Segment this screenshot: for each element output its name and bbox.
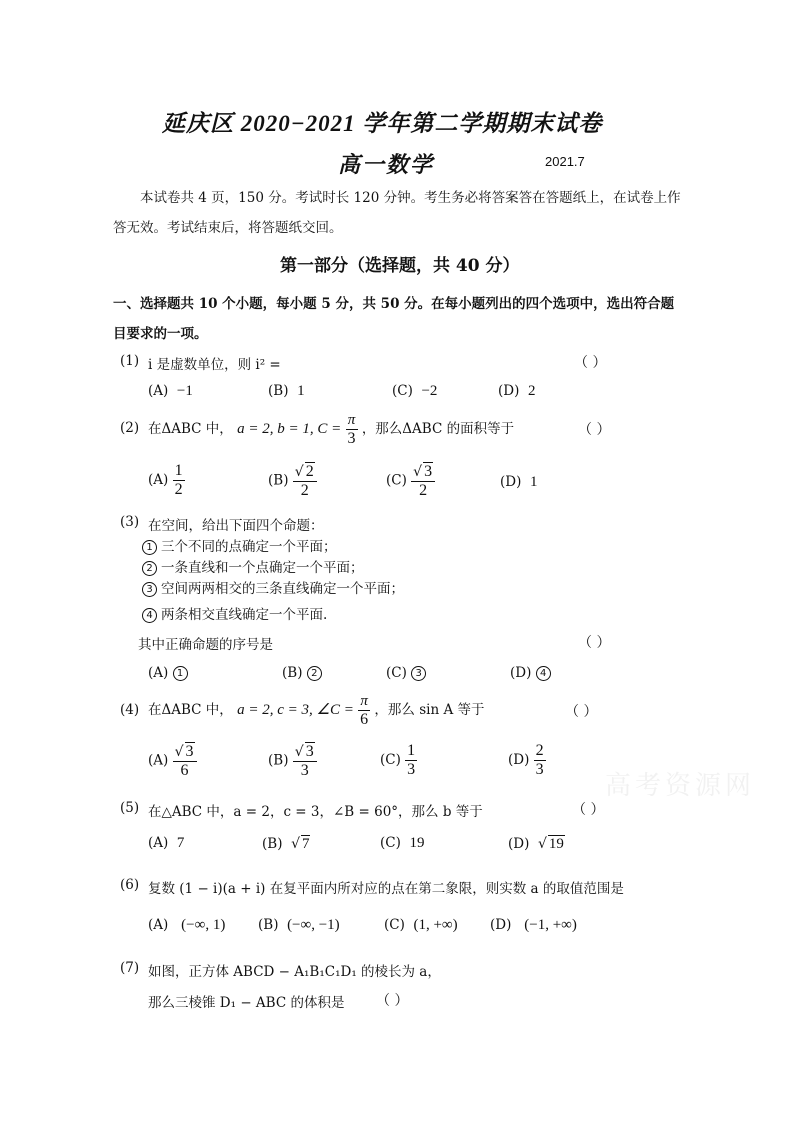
q4-option-a: (A) $\frac{√ 3}{6}$	[148, 742, 197, 779]
subject-title: 高一数学	[338, 152, 435, 177]
q6-option-a: (A) (−∞, 1)	[148, 917, 226, 933]
q7-stem-line-2: 那么三棱锥 D₁ − ABC 的体积是	[148, 995, 345, 1011]
q2-option-b: (B) $\frac{√ 2}{2}$	[268, 462, 317, 499]
q2-option-c: (C) $\frac{√ 3}{2}$	[386, 462, 435, 499]
watermark: 高考资源网	[605, 771, 756, 801]
q1-option-b: (B) 1	[268, 383, 305, 399]
q6-option-d: (D) (−1, +∞)	[490, 917, 577, 933]
intro-line-2: 答无效。考试结束后，将答题纸交回。	[113, 220, 343, 236]
q6-option-c: (C) (1, +∞)	[384, 917, 458, 933]
part1-instruction-2: 目要求的一项。	[113, 326, 208, 342]
q4-pi-over-6: $\frac{\pi}{6}$	[360, 693, 369, 728]
q3-stem: 在空间，给出下面四个命题：	[148, 518, 324, 534]
q2-number: (2)	[120, 420, 140, 436]
exam-date: 2021.7	[545, 154, 585, 169]
q2-answer-blank: （ ）	[578, 422, 611, 438]
q5-option-c: (C) 19	[380, 835, 425, 851]
q2-pi-over-3: $\frac{\pi}{3}$	[347, 412, 356, 447]
q3-ask: 其中正确命题的序号是	[138, 637, 273, 653]
q1-stem: i 是虚数单位，则 i² =	[148, 357, 281, 373]
q4-number: (4)	[120, 702, 140, 718]
q5-option-b: (B) √ 7	[262, 836, 310, 852]
q6-option-b: (B) (−∞, −1)	[258, 917, 340, 933]
q2-stem: 在ΔABC 中， a = 2, b = 1, C = $\frac{\pi}{3}$ ，那么ΔABC 的面积等于	[148, 412, 515, 447]
q5-option-d: (D) √ 19	[508, 836, 564, 852]
q3-option-c: (C) 3	[386, 665, 430, 681]
q5-answer-blank: （ ）	[572, 802, 605, 818]
q7-answer-blank: （ ）	[376, 993, 409, 1009]
q3-item-1: 1 三个不同的点确定一个平面；	[142, 535, 337, 555]
q3-option-a: (A) 1	[148, 665, 192, 681]
exam-title: 延庆区 2020−2021 学年第二学期期末试卷	[162, 111, 603, 136]
q3-option-b: (B) 2	[282, 665, 326, 681]
part1-heading: 第一部分（选择题，共 40 分）	[280, 256, 520, 276]
q5-number: (5)	[120, 800, 140, 816]
q3-number: (3)	[120, 514, 140, 530]
q1-number: (1)	[120, 353, 140, 369]
q1-option-a: (A) −1	[148, 383, 193, 399]
q3-item-4: 4 两条相交直线确定一个平面.	[142, 603, 327, 623]
q1-option-c: (C) −2	[392, 383, 438, 399]
q3-item-3: 3 空间两两相交的三条直线确定一个平面；	[142, 577, 404, 597]
q3-option-d: (D) 4	[510, 665, 555, 681]
q7-number: (7)	[120, 960, 140, 976]
intro-line-1: 本试卷共 4 页，150 分。考试时长 120 分钟。考生务必将答案答在答题纸上，在试卷上作	[140, 190, 681, 206]
q3-item-2: 2 一条直线和一个点确定一个平面；	[142, 556, 364, 576]
q2-option-a: (A) $\frac{1}{2}$	[148, 462, 183, 498]
q6-stem: 复数 (1 − i)(a + i) 在复平面内所对应的点在第二象限，则实数 a 的取值范围是	[148, 881, 624, 897]
q1-answer-blank: （ ）	[574, 355, 607, 371]
q5-option-a: (A) 7	[148, 835, 185, 851]
q6-number: (6)	[120, 877, 140, 893]
part1-instruction-1: 一、选择题共 10 个小题，每小题 5 分，共 50 分。在每小题列出的四个选项中，选出符合题	[113, 296, 675, 312]
q4-stem: 在ΔABC 中， a = 2, c = 3, ∠C = $\frac{\pi}{6}$ ，那么 sin A 等于	[148, 693, 485, 728]
q1-option-d: (D) 2	[498, 383, 536, 399]
q7-stem-line-1: 如图，正方体 ABCD − A₁B₁C₁D₁ 的棱长为 a，	[148, 964, 441, 980]
q4-option-d: (D) $\frac{2}{3}$	[508, 742, 544, 778]
q5-stem: 在△ABC 中，a = 2，c = 3，∠B = 60°，那么 b 等于	[148, 804, 483, 820]
q4-option-c: (C) $\frac{1}{3}$	[380, 742, 416, 778]
q3-answer-blank: （ ）	[578, 635, 611, 651]
q4-answer-blank: （ ）	[565, 704, 598, 720]
q4-option-b: (B) $\frac{√ 3}{3}$	[268, 742, 317, 779]
q2-option-d: (D) 1	[500, 474, 538, 490]
